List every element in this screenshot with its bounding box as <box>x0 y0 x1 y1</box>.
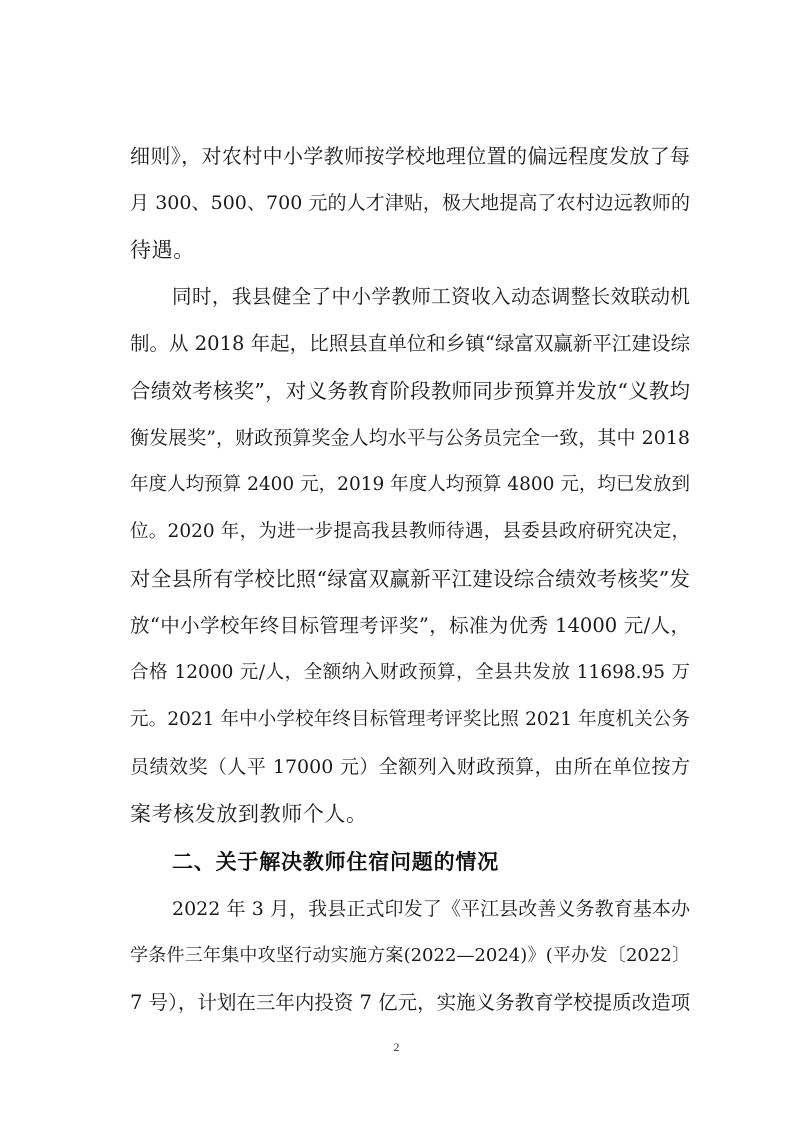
paragraph-2-line-9: 合格 12000 元/人，全额纳入财政预算，全县共发放 11698.95 万 <box>130 662 690 683</box>
paragraph-2-line-7: 对全县所有学校比照“绿富双赢新平江建设综合绩效考核奖”发 <box>130 567 690 591</box>
paragraph-3-line-1: 2022 年 3 月，我县正式印发了《平江县改善义务教育基本办 <box>172 898 690 920</box>
paragraph-3-line-2: 学条件三年集中攻坚行动实施方案(2022—2024)》(平办发〔2022〕 <box>130 945 690 966</box>
paragraph-1-line-2: 月 300、500、700 元的人才津贴，极大地提高了农村边远教师的 <box>130 192 690 214</box>
paragraph-1-line-3: 待遇。 <box>130 238 195 262</box>
paragraph-2-line-8: 放“中小学校年终目标管理考评奖”，标准为优秀 14000 元/人， <box>130 614 690 637</box>
paragraph-1-line-1: 细则》，对农村中小学教师按学校地理位置的偏远程度发放了每 <box>130 144 690 168</box>
page-number: 2 <box>393 1040 400 1054</box>
paragraph-3-line-3: 7 号），计划在三年内投资 7 亿元，实施义务教育学校提质改造项 <box>130 991 691 1014</box>
paragraph-2-line-6: 位。2020 年，为进一步提高我县教师待遇，县委县政府研究决定， <box>130 521 690 542</box>
paragraph-2-line-5: 年度人均预算 2400 元，2019 年度人均预算 4800 元，均已发放到 <box>130 474 690 495</box>
paragraph-2-line-1: 同时，我县健全了中小学教师工资收入动态调整长效联动机 <box>172 285 690 308</box>
paragraph-2-line-3: 合绩效考核奖”，对义务教育阶段教师同步预算并发放“义教均 <box>130 379 690 403</box>
paragraph-2-line-2: 制。从 2018 年起，比照县直单位和乡镇“绿富双赢新平江建设综 <box>130 332 690 355</box>
paragraph-2-line-4: 衡发展奖”，财政预算奖金人均水平与公务员完全一致，其中 2018 <box>130 427 690 449</box>
paragraph-2-line-11: 员绩效奖（人平 17000 元）全额列入财政预算，由所在单位按方 <box>130 756 690 778</box>
paragraph-2-line-10: 元。2021 年中小学校年终目标管理考评奖比照 2021 年度机关公务 <box>130 709 690 730</box>
paragraph-2-line-12: 案考核发放到教师个人。 <box>130 802 368 826</box>
section-heading: 二、关于解决教师住宿问题的情况 <box>172 850 499 874</box>
